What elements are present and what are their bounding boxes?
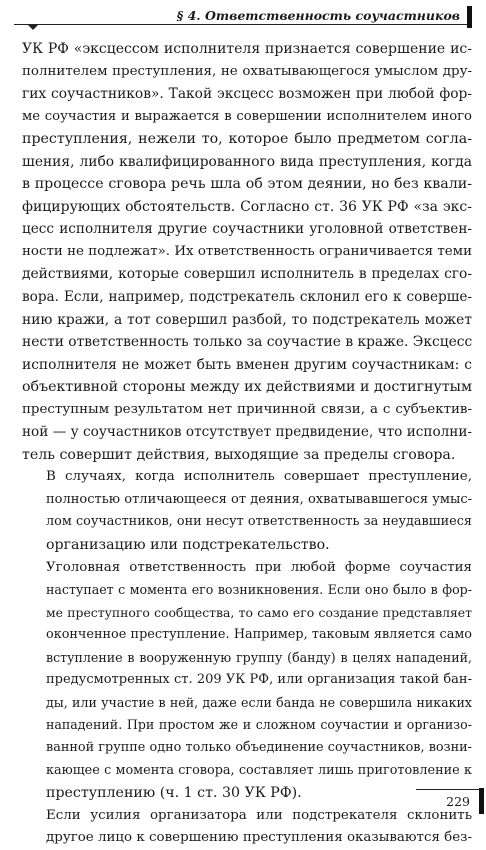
- running-head: [14, 6, 474, 28]
- text-line: наступает с момента его возникновения. Если оно было в фор-: [46, 582, 472, 598]
- text-line: шения, либо квалифицированного вида преступления, когда: [22, 153, 472, 170]
- text-line: вора. Если, например, подстрекатель склонил его к соверше-: [22, 289, 472, 306]
- text-line: В случаях, когда исполнитель совершает преступление,: [46, 469, 472, 485]
- paragraph: [22, 557, 472, 805]
- folio-edge-bar: [479, 788, 484, 814]
- folio-rule: [416, 789, 480, 790]
- text-line: преступлению (ч. 1 ст. 30 УК РФ).: [46, 785, 302, 802]
- text-line: ме соучастия и выражается в совершении исполнителем иного: [22, 108, 472, 124]
- folio: [404, 788, 484, 814]
- text-line: цесс исполнителя другие соучастники уголовной ответствен-: [22, 221, 472, 238]
- text-line: фицирующих обстоятельств. Согласно ст. 36 УК РФ «за экс-: [22, 198, 472, 215]
- text-line: ме преступного сообщества, то само его создание представляет: [46, 604, 472, 620]
- text-line: в процессе сговора речь шла об этом деянии, но без квали-: [22, 176, 472, 193]
- text-line: Если усилия организатора или подстрекателя склонить: [46, 807, 472, 823]
- text-line: ной — у соучастников отсутствует предвидение, что исполни-: [22, 424, 472, 441]
- text-line: ды, или участие в ней, даже если банда не совершила никаких: [46, 694, 472, 710]
- text-line: ности не подлежат». Их ответственность ограничивается теми: [22, 243, 472, 259]
- paragraph: [22, 38, 472, 466]
- text-line: нести ответственность только за соучастие в краже. Эксцесс: [22, 334, 473, 351]
- text-line: УК РФ «эксцессом исполнителя признается совершение ис-: [22, 41, 472, 57]
- text-line: полностью отличающееся от деяния, охватывавшегося умыс-: [46, 491, 472, 507]
- text-line: объективной стороны между их действиями и достигнутым: [22, 379, 472, 396]
- text-line: предусмотренных ст. 209 УК РФ, или организация такой бан-: [46, 672, 472, 688]
- text-line: другое лицо к совершению преступления оказываются без-: [46, 830, 472, 846]
- text-line: нападений. При простом же и сложном соучастии и организо-: [46, 717, 472, 733]
- text-line: оконченное преступление. Например, таковым является само: [46, 627, 472, 643]
- page-number: 229: [446, 794, 470, 809]
- text-line: исполнителя не может быть вменен другим соучастникам: с: [22, 356, 472, 373]
- text-line: полнителем преступления, не охватывающегося умыслом дру-: [22, 63, 472, 79]
- text-line: тель совершит действия, выходящие за пределы сговора.: [22, 446, 456, 463]
- body-text: [22, 38, 472, 850]
- text-line: действиями, которые совершил исполнитель в пределах сго-: [22, 266, 472, 283]
- text-line: ванной группе одно только объединение соучастников, возни-: [46, 739, 472, 755]
- text-line: вступление в вооруженную группу (банду) в целях нападений,: [46, 649, 472, 665]
- header-rule: [14, 24, 470, 25]
- text-line: Уголовная ответственность при любой форме соучастия: [46, 559, 472, 575]
- header-edge-bar: [467, 6, 472, 28]
- text-line: преступления, нежели то, которое было предметом согла-: [22, 131, 472, 148]
- paragraph: [22, 466, 472, 556]
- text-line: организацию или подстрекательство.: [46, 537, 330, 554]
- text-line: кающее с момента сговора, составляет лишь приготовление к: [46, 762, 472, 778]
- text-line: лом соучастников, они несут ответственность за неудавшиеся: [46, 514, 472, 530]
- text-line: нию кражи, а тот совершил разбой, то подстрекатель может: [22, 311, 472, 328]
- header-rule-mark: [28, 25, 38, 30]
- text-line: гих соучастников». Такой эксцесс возможен при любой фор-: [22, 86, 472, 103]
- running-title: § 4. Ответственность соучастников: [176, 8, 460, 23]
- text-line: преступным результатом нет причинной связи, а с субъектив-: [22, 401, 472, 417]
